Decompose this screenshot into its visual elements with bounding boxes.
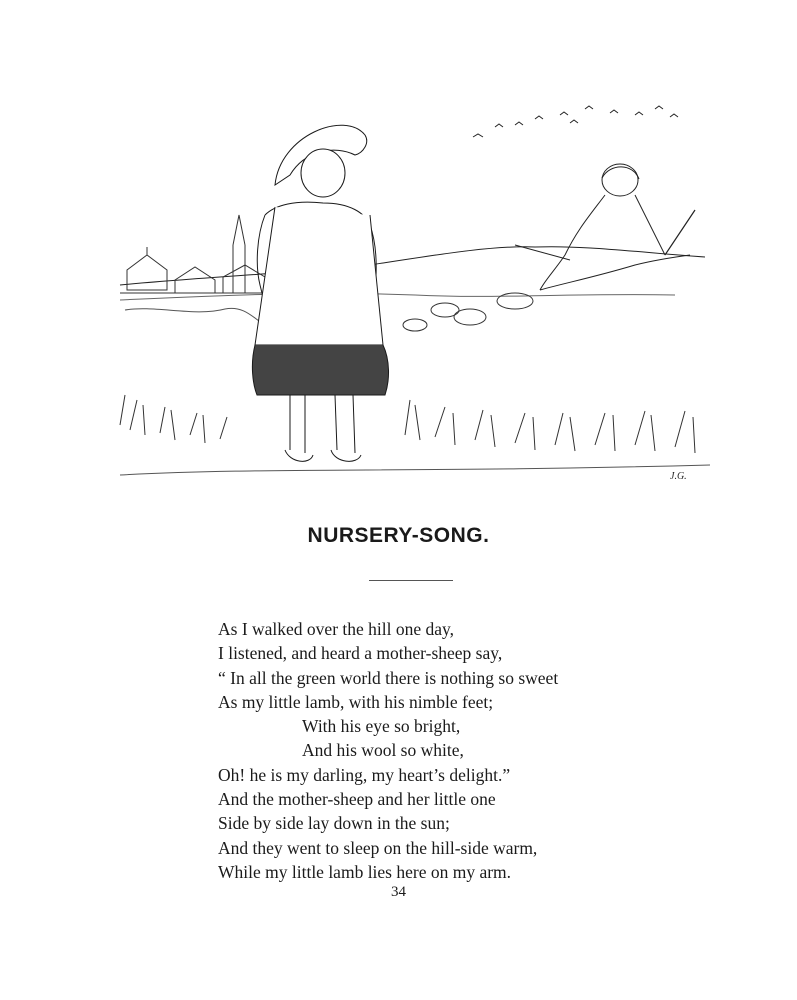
poem: [218, 617, 698, 884]
girl-figure: [252, 125, 388, 461]
boy-figure: [515, 164, 695, 290]
poem-line: And they went to sleep on the hill-side warm,: [218, 837, 538, 858]
poem-line: And his wool so white,: [302, 740, 464, 761]
poem-line: I listened, and heard a mother-sheep say,: [218, 643, 503, 664]
poem-line: As I walked over the hill one day,: [218, 619, 455, 639]
page-title: NURSERY-SONG.: [307, 524, 490, 547]
village: [120, 215, 275, 325]
grass: [120, 395, 710, 475]
poem-line: With his eye so bright,: [302, 716, 461, 737]
illustration-signature: J.G.: [670, 471, 687, 482]
page-number: 34: [391, 884, 406, 900]
poem-line: Oh! he is my darling, my heart’s delight.”: [218, 764, 511, 785]
title-divider: [369, 580, 453, 581]
birds: [473, 106, 678, 137]
sheep: [403, 293, 533, 331]
poem-line: And the mother-sheep and her little one: [218, 789, 496, 810]
poem-line: As my little lamb, with his nimble feet;: [218, 691, 494, 712]
poem-line: Side by side lay down in the sun;: [218, 813, 450, 834]
illustration: [115, 95, 715, 495]
meadow-illustration: [115, 95, 715, 495]
poem-line: While my little lamb lies here on my arm.: [218, 861, 512, 882]
poem-line: “ In all the green world there is nothing so sweet: [218, 667, 559, 688]
